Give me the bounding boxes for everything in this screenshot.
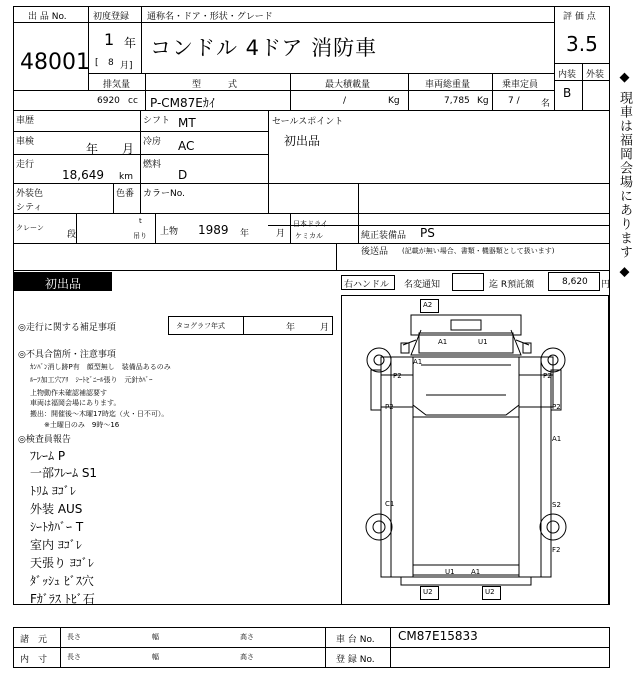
inspector-line: ﾄﾘﾑ ﾖｺﾞﾚ (30, 484, 76, 498)
recycle-amount: 8,620 (562, 277, 588, 287)
score-label: 評 価 点 (563, 12, 596, 22)
inspector-line: 天張り ﾖｺﾞﾚ (30, 556, 94, 570)
damage-tag: P2 (543, 372, 552, 380)
crane-tsuri: 吊り (133, 232, 147, 240)
inspection-year-unit: 年 (86, 142, 99, 156)
name-change-box (452, 273, 484, 291)
displacement-unit: cc (128, 96, 138, 106)
sales-point-value: 初出品 (284, 134, 321, 148)
height-label: 高さ (240, 653, 254, 661)
defect-line: 搬出：開催後～木曜17時迄（火・日不可）。 (30, 410, 169, 418)
defect-line: ｶﾝﾊﾞﾝ消し跡P有 顔型無し 装備品あるのみ (30, 363, 171, 371)
specs-label: 諸 元 (20, 635, 48, 645)
crane-t: t (139, 217, 142, 225)
inspector-line: Fｶﾞﾗｽ ﾄﾋﾞ石 (30, 592, 95, 606)
inspection-label: 車検 (16, 137, 35, 147)
width-label: 幅 (152, 653, 159, 661)
body-year: 1989 (198, 223, 229, 237)
type-label: 型 式 (192, 80, 238, 90)
tacho-month-unit: 月 (320, 323, 330, 333)
damage-tag: U2 (423, 588, 433, 596)
first-reg-month-unit: 月] (120, 61, 133, 71)
damage-tag: P2 (393, 372, 402, 380)
capacity-unit: 名 (541, 99, 551, 109)
crane-dan: 段 (67, 230, 77, 240)
yen-unit: 円 (601, 280, 611, 290)
fuel-value: D (178, 168, 188, 182)
sales-point-label: セールスポイント (272, 117, 344, 127)
length-label: 長さ (67, 633, 81, 641)
supplement-title: ◎走行に関する補足事項 (18, 323, 116, 333)
first-reg-month: 8 (108, 58, 114, 68)
model-title: コンドル 4ドア 消防車 (150, 36, 378, 60)
color-no-label: 色番 (116, 189, 135, 199)
color-no-label2: カラーNo. (143, 189, 185, 199)
defect-line: ﾙｰﾌ加工穴ｱﾘ ｼｰﾄﾋﾞﾆｰﾙ張り 元針ｶﾊﾞｰ (30, 376, 153, 384)
height-label: 高さ (240, 633, 254, 641)
ext-color-label: 外装色 (16, 189, 44, 199)
location-notice-text: ◆ 現車は福岡会場にあります ◆ (617, 70, 632, 281)
gross-weight-unit: Kg (477, 96, 489, 106)
recycle-label: 迄 R預託額 (489, 280, 535, 290)
first-listing-banner-text: 初出品 (45, 277, 82, 291)
defects-title: ◎不具合箇所・注意事項 (18, 350, 116, 360)
width-label: 幅 (152, 633, 159, 641)
first-reg-label: 初度登録 (93, 12, 130, 22)
chassis-label: 車 台 No. (336, 635, 375, 645)
max-load-unit: Kg (388, 96, 400, 106)
inspector-title: ◎検査員報告 (18, 435, 71, 445)
capacity-label: 乗車定員 (502, 80, 539, 90)
ac-label: 冷房 (143, 137, 162, 147)
name-change-label: 名変通知 (404, 280, 441, 290)
defect-line: 車両は福岡会場にあります。 (30, 399, 121, 407)
ext-color-value: シティ (16, 203, 43, 213)
model-code: P-CM87Eｶｲ (150, 96, 215, 110)
inspector-line: ﾌﾚｰﾑ P (30, 449, 66, 463)
gross-weight-value: 7,785 (444, 96, 470, 106)
inspector-line: ｼｰﾄｶﾊﾞｰ T (30, 520, 84, 534)
score-value: 3.5 (566, 32, 598, 56)
inspector-line: 外装 AUS (30, 502, 83, 516)
damage-tag: A2 (423, 301, 433, 309)
damage-tag: S2 (552, 501, 561, 509)
crane-label: クレーン (16, 224, 44, 232)
interior-grade-value: B (563, 86, 572, 100)
equipment-label: 純正装備品 (361, 231, 407, 241)
ac-value: AC (178, 139, 195, 153)
first-reg-year-unit: 年 (124, 36, 137, 50)
gross-weight-label: 車両総重量 (425, 80, 471, 90)
damage-tag: A1 (438, 338, 448, 346)
damage-tag: U1 (445, 568, 455, 576)
rear-label: 後送品 (361, 247, 389, 257)
equipment-value: PS (420, 226, 435, 240)
inspector-line: 室内 ﾖｺﾞﾚ (30, 538, 82, 552)
tacho-label: タコグラフ年式 (176, 322, 225, 330)
lot-label: 出 品 No. (28, 12, 67, 22)
first-reg-year: 1 (104, 30, 115, 49)
dims-label: 内 寸 (20, 655, 48, 665)
mileage-value: 18,649 (62, 168, 104, 182)
inspection-month-unit: 月 (122, 142, 135, 156)
rear-note: (記載が無い場合、書類・機器類として扱います) (402, 247, 555, 255)
location-notice (613, 70, 635, 370)
body-month-unit: 月 (276, 229, 286, 239)
body-maker-line2: ケミカル (295, 232, 323, 240)
fuel-label: 燃料 (143, 160, 162, 170)
damage-tag: U2 (485, 588, 495, 596)
displacement-label: 排気量 (103, 80, 131, 90)
damage-tag: A1 (471, 568, 481, 576)
damage-tag: U1 (478, 338, 488, 346)
first-reg-month-open: [ (95, 58, 99, 68)
damage-tag: P2 (385, 403, 394, 411)
max-load-value: / (343, 96, 347, 106)
defect-line: 上物動作未確認補認要す (30, 389, 107, 397)
defect-line: ※土曜日のみ 9時～16 (30, 421, 120, 429)
model-title-label: 通称名・ドア・形状・グレード (147, 12, 273, 22)
mileage-label: 走行 (16, 160, 35, 170)
body-maker-label: 上物 (160, 227, 179, 237)
inspector-line: ﾀﾞｯｼｭ ﾋﾞｽ穴 (30, 574, 94, 588)
chassis-number: CM87E15833 (398, 629, 478, 643)
registration-label: 登 録 No. (336, 655, 375, 665)
damage-tag: C1 (385, 500, 395, 508)
capacity-value: 7 / (508, 96, 520, 106)
damage-tag: A1 (552, 435, 562, 443)
shift-value: MT (178, 116, 196, 130)
max-load-label: 最大積載量 (325, 80, 371, 90)
inspector-line: 一部ﾌﾚｰﾑ S1 (30, 466, 98, 480)
lot-number: 48001 (20, 50, 90, 75)
body-maker-line1: 日本ドライ (293, 220, 328, 228)
handle-value: 右ハンドル (344, 280, 390, 290)
displacement-value: 6920 (97, 96, 120, 106)
truck-diagram (341, 295, 609, 605)
mileage-unit: km (119, 172, 133, 182)
damage-tag: P2 (552, 403, 561, 411)
tacho-year-unit: 年 (286, 323, 296, 333)
body-year-unit: 年 (240, 229, 250, 239)
damage-tag: F2 (552, 546, 561, 554)
history-label: 車歴 (16, 116, 35, 126)
length-label: 長さ (67, 653, 81, 661)
exterior-grade-label: 外装 (586, 70, 605, 80)
shift-label: シフト (143, 116, 171, 126)
damage-tag: A1 (413, 358, 423, 366)
interior-grade-label: 内装 (558, 70, 577, 80)
